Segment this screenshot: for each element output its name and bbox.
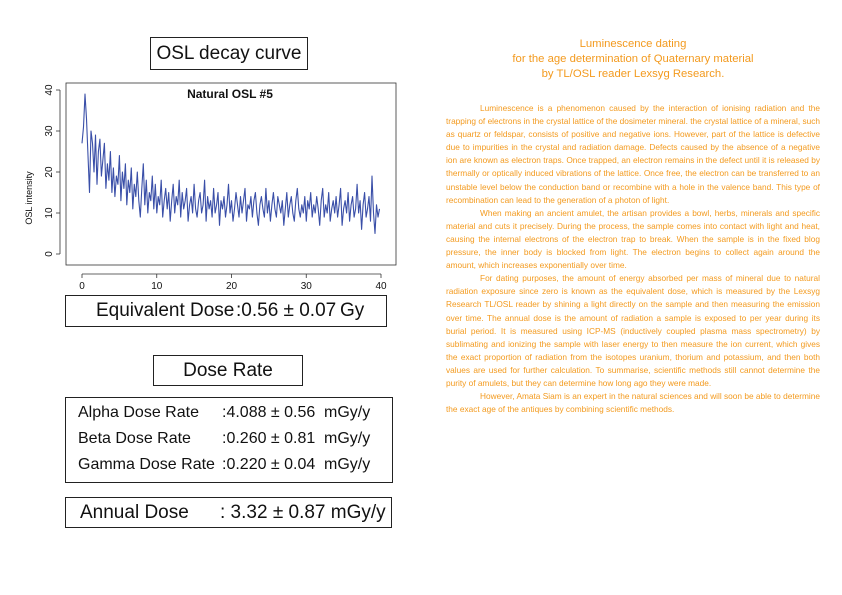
article-paragraph: Luminescence is a phenomenon caused by the interaction of ionising radiation and the trapping of electrons in the crystal lattice of the dosimeter mineral. the crystal lattice of a mineral, such as quartz or feldspar, consists of positive and negative ions. However, part of the lattice is defective due to impurities in the crystal and radiation damage. Defects caused by the absence of a negative ion are known as electron traps. Once trapped, an electron remains in the defect until it is released by thermally or optically induced vibrations of the lattice. Once free, the electron can be transferred to an unstable level below the conduction band or recombine with a hole in the valence band. This type of recombination can lead to the generation of a photon of light.: [446, 103, 820, 205]
y-axis-label: OSL intensity: [24, 171, 34, 225]
gamma-dose-unit: mGy/y: [324, 456, 371, 473]
beta-dose-label: Beta Dose Rate: [78, 430, 191, 447]
x-tick-label: 0: [79, 281, 85, 292]
chart-title-box: [150, 37, 308, 70]
article-paragraph: When making an ancient amulet, the artisan provides a bowl, herbs, minerals and specific material and cuts it precisely. During the process, the sample comes into contact with light and heat, causing the internal electrons of the electron trap to break. When the sample is in the fixed blog pressure, the inner body is blocked from light. The electron begins to collect again around the amount, which increases exponentially over time.: [446, 207, 820, 271]
alpha-dose-label: Alpha Dose Rate: [78, 404, 199, 421]
gamma-dose-label: Gamma Dose Rate: [78, 456, 215, 473]
article-heading: [446, 37, 820, 82]
beta-dose-unit: mGy/y: [324, 430, 371, 447]
article-heading-line1: Luminescence dating: [579, 38, 687, 50]
gamma-dose-value: :0.220 ± 0.04: [222, 456, 316, 473]
annual-dose-value: : 3.32 ± 0.87 mGy/y: [220, 502, 386, 523]
plot-frame: [66, 83, 396, 265]
y-tick-label: 40: [44, 84, 55, 96]
dose-rates-box: [65, 397, 393, 483]
article: [446, 37, 820, 416]
article-paragraph: For dating purposes, the amount of energy absorbed per mass of mineral due to natural radiation exposure since zero is known as the equivalent dose, which is measured by the Lexsyg Research TL/OSL reader by shining a light directly on the sample and then measuring the emission over time. The annual dose is the amount of radiation a sample is exposed to per year during its burial period. It is measured using ICP-MS (inductively coupled plasma mass spectrometry) by sublimating and ionizing the sample with laser energy to then measure the ion current, which gives the exact proportion of radiation from the isotopes uranium, thorium and potassium, and then both values are used for further calculation. To summarise, scientific methods still cannot determine the purity of amulets, but they can determine how long ago they were made.: [446, 273, 820, 388]
y-tick-label: 20: [44, 166, 55, 178]
alpha-dose-value: :4.088 ± 0.56: [222, 404, 316, 421]
dose-rate-title-box: [153, 355, 303, 386]
y-tick-label: 0: [44, 251, 55, 257]
dose-rate-title: Dose Rate: [183, 359, 273, 381]
equivalent-dose-unit: Gy: [340, 300, 365, 321]
equivalent-dose-label: Equivalent Dose: [96, 300, 235, 321]
alpha-dose-unit: mGy/y: [324, 404, 371, 421]
chart-title: Natural OSL #5: [187, 87, 273, 101]
article-body: [446, 102, 820, 416]
article-paragraph: However, Amata Siam is an expert in the natural sciences and will soon be able to determine the exact age of the antiques by combining scientific methods.: [446, 391, 820, 415]
osl-chart-svg: [20, 78, 400, 293]
y-tick-label: 10: [44, 207, 55, 219]
article-heading-line2: for the age determination of Quaternary material: [512, 53, 754, 65]
y-tick-label: 30: [44, 125, 55, 137]
chart-heading: OSL decay curve: [156, 42, 302, 64]
osl-chart: [20, 78, 400, 293]
x-tick-label: 30: [300, 281, 312, 292]
equivalent-dose-box: [65, 295, 387, 327]
x-tick-label: 40: [375, 281, 387, 292]
x-tick-label: 20: [225, 281, 238, 292]
x-tick-label: 10: [151, 281, 163, 292]
annual-dose-box: [65, 497, 392, 528]
article-heading-line3: by TL/OSL reader Lexsyg Research.: [541, 68, 725, 80]
annual-dose-label: Annual Dose: [80, 502, 189, 523]
beta-dose-value: :0.260 ± 0.81: [222, 430, 316, 447]
equivalent-dose-value: :0.56 ± 0.07: [236, 300, 337, 321]
